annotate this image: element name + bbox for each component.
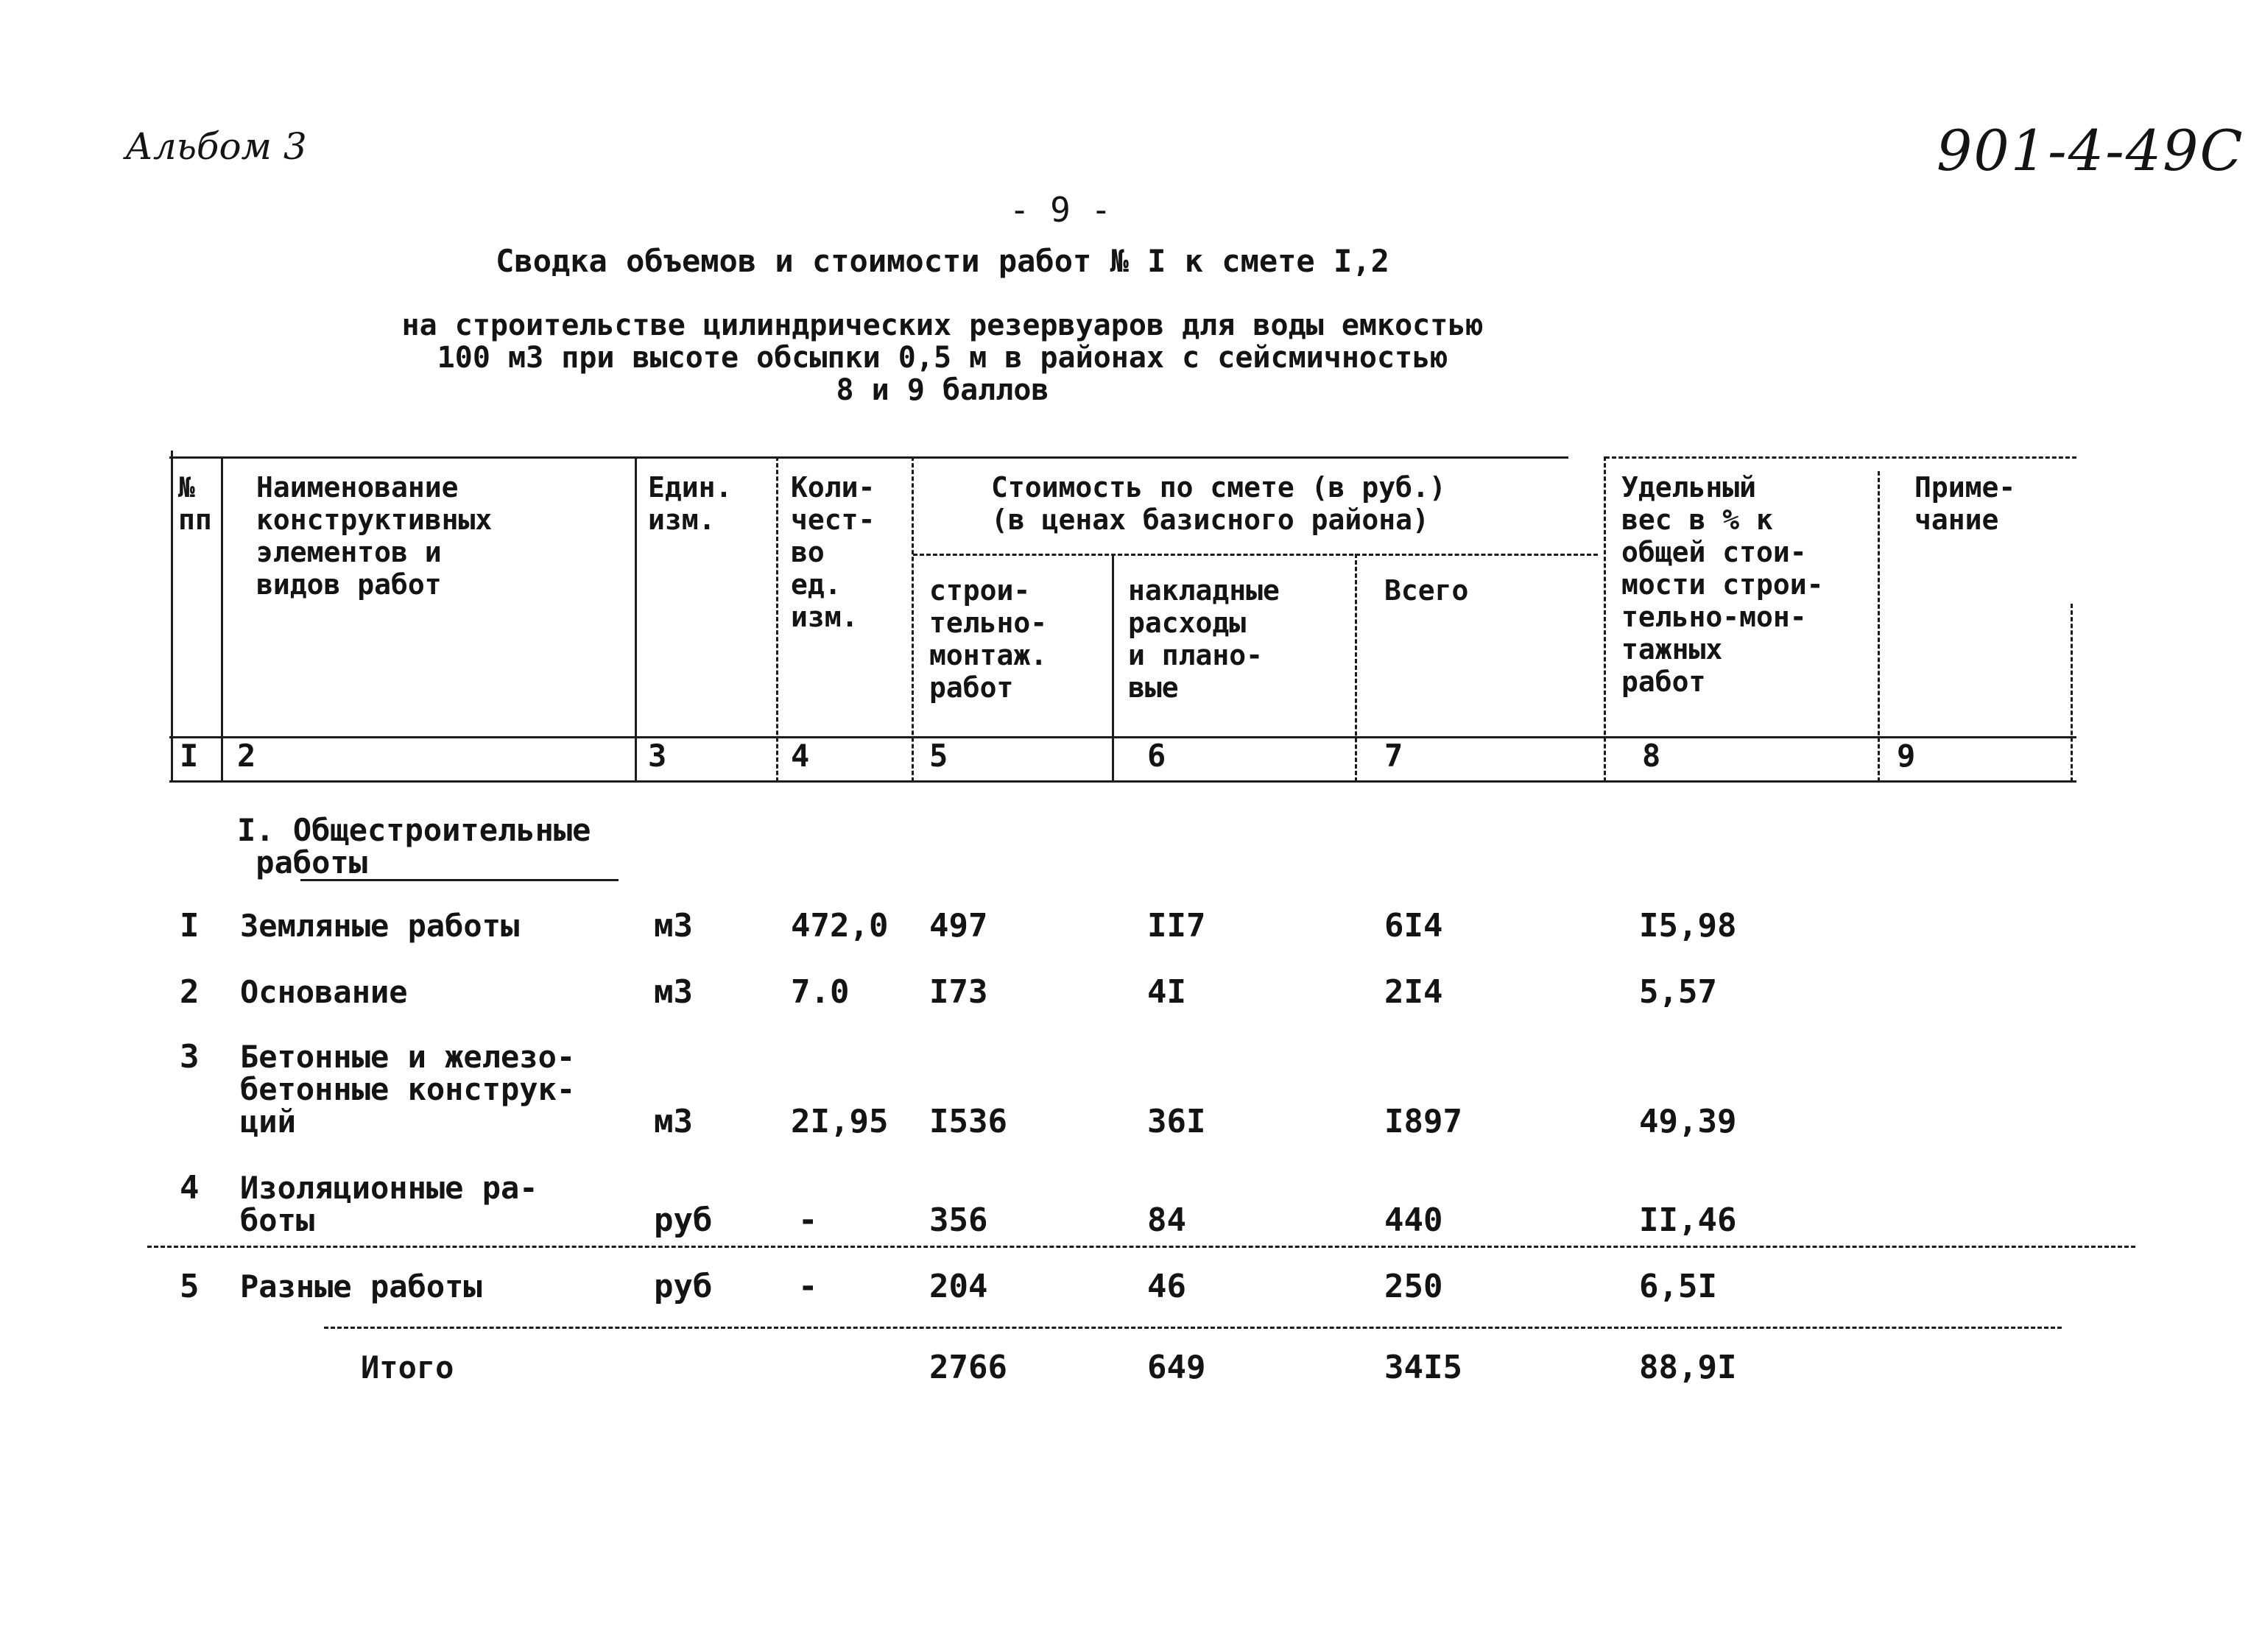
col-divider-6-7: [1355, 554, 1357, 782]
column-number: 6: [1147, 738, 1166, 774]
header-cost-construction: строи- тельно- монтаж. работ: [929, 574, 1048, 704]
col-divider-num-name: [221, 456, 223, 782]
header-num: № пп: [178, 471, 212, 536]
album-mark: Альбом 3: [125, 125, 307, 168]
row-cost-total: 250: [1384, 1268, 1443, 1305]
row-share: II,46: [1639, 1201, 1737, 1239]
project-code: 901-4-49С: [1937, 118, 2244, 183]
table-top-border: [169, 456, 1568, 459]
row-share: 6,5I: [1639, 1268, 1717, 1305]
row-name: Земляные работы: [240, 908, 520, 944]
col-divider-unit-qty: [776, 456, 778, 782]
col-divider-7-8: [1604, 456, 1606, 782]
column-number: 9: [1897, 738, 1916, 774]
column-number: I: [180, 738, 199, 774]
total-cost-construction: 2766: [929, 1349, 1007, 1386]
row-cost-construction: I73: [929, 973, 988, 1011]
header-name: Наименование конструктивных элементов и видов работ: [256, 471, 493, 601]
header-bottom-border: [169, 736, 2076, 738]
row-cost-construction: 497: [929, 907, 988, 945]
header-cost-group: Стоимость по смете (в руб.) (в ценах базисного района): [991, 471, 1446, 536]
total-label: Итого: [361, 1349, 454, 1386]
column-number: 7: [1384, 738, 1403, 774]
col-divider-name-unit: [635, 456, 637, 782]
header-cost-overhead: накладные расходы и плано- вые: [1128, 574, 1280, 704]
column-number: 2: [237, 738, 256, 774]
row-cost-overhead: 4I: [1147, 973, 1186, 1011]
row-cost-total: I897: [1384, 1103, 1462, 1140]
page-number: - 9 -: [1009, 190, 1112, 230]
row-cost-overhead: 84: [1147, 1201, 1186, 1239]
row-cost-overhead: II7: [1147, 907, 1206, 945]
column-number: 3: [648, 738, 667, 774]
row-unit: м3: [654, 907, 693, 945]
row-cost-overhead: 46: [1147, 1268, 1186, 1305]
table-right-border: [2071, 604, 2073, 782]
cost-subheader-line: [913, 554, 1598, 556]
row-num: 5: [180, 1268, 200, 1305]
total-cost-overhead: 649: [1147, 1349, 1206, 1386]
row-share: 5,57: [1639, 973, 1717, 1011]
row-unit: м3: [654, 973, 693, 1011]
total-separator: [324, 1327, 2062, 1329]
header-share: Удельный вес в % к общей стои- мости строи- тельно-мон- тажных работ: [1621, 471, 1824, 698]
col-divider-qty-cost: [912, 456, 914, 782]
row-name: Разные работы: [240, 1268, 482, 1305]
row-cost-construction: I536: [929, 1103, 1007, 1140]
total-cost-total: 34I5: [1384, 1349, 1462, 1386]
table-left-border: [171, 451, 173, 782]
row-cost-construction: 204: [929, 1268, 988, 1305]
row-qty: -: [798, 1268, 818, 1305]
row-name: Изоляционные ра- боты: [240, 1170, 538, 1238]
header-cost-total: Всего: [1384, 574, 1469, 607]
row-cost-construction: 356: [929, 1201, 988, 1239]
column-number: 4: [791, 738, 810, 774]
row-unit: руб: [654, 1268, 713, 1305]
row-name: Основание: [240, 974, 408, 1010]
row-unit: м3: [654, 1103, 693, 1140]
header-unit: Един. изм.: [648, 471, 733, 536]
row-qty: 2I,95: [791, 1103, 889, 1140]
row-name: Бетонные и железо- бетонные конструк- ций: [240, 1039, 576, 1140]
header-qty: Коли- чест- во ед. изм.: [791, 471, 875, 633]
row-num: 4: [180, 1169, 200, 1207]
header-note: Приме- чание: [1914, 471, 2016, 536]
row-share: I5,98: [1639, 907, 1737, 945]
row-separator-4-5: [147, 1246, 2135, 1248]
row-num: 3: [180, 1038, 200, 1076]
row-num: I: [180, 907, 200, 945]
column-number: 8: [1642, 738, 1661, 774]
row-unit: руб: [654, 1201, 713, 1239]
column-number-bottom-border: [169, 780, 2076, 783]
total-share: 88,9I: [1639, 1349, 1737, 1386]
col-divider-5-6: [1112, 554, 1114, 782]
row-cost-total: 440: [1384, 1201, 1443, 1239]
row-qty: -: [798, 1201, 818, 1239]
table-top-border-right: [1605, 456, 2076, 459]
row-num: 2: [180, 973, 200, 1011]
row-cost-overhead: 36I: [1147, 1103, 1206, 1140]
row-share: 49,39: [1639, 1103, 1737, 1140]
row-qty: 7.0: [791, 973, 850, 1011]
document-title: Сводка объемов и стоимости работ № I к смете I,2: [496, 243, 1389, 279]
section-title-underline: [300, 879, 619, 881]
column-number: 5: [929, 738, 948, 774]
row-cost-total: 2I4: [1384, 973, 1443, 1011]
col-divider-8-9: [1878, 471, 1880, 782]
row-cost-total: 6I4: [1384, 907, 1443, 945]
section-title: I. Общестроительные работы: [237, 812, 591, 880]
document-subtitle: на строительстве цилиндрических резервуаров для воды емкостью 100 м3 при высоте обсыпки 0,5 м в районах с сейсмичностью 8 и 9 баллов: [401, 308, 1484, 407]
row-qty: 472,0: [791, 907, 889, 945]
